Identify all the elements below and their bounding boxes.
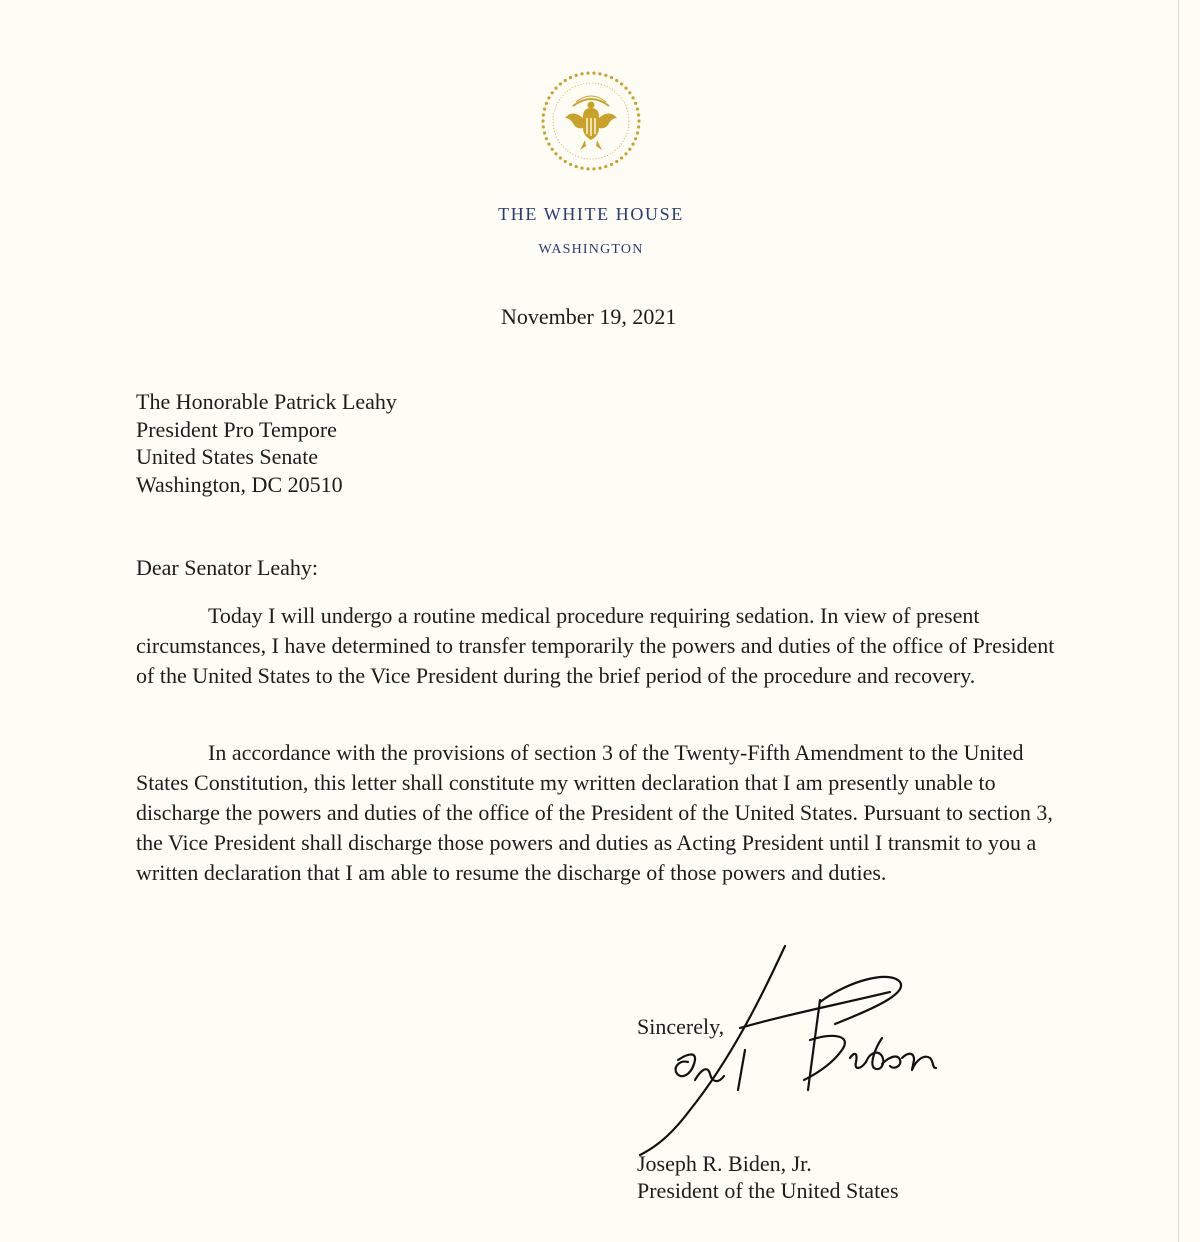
seal-star — [592, 71, 595, 74]
seal-star — [547, 96, 550, 99]
body-paragraph: Today I will undergo a routine medical procedure requiring sedation. In view of present circumstances, I have determined to transfer temporarily the powers and duties of the office of President of the United States to the Vice President during the brief period of the procedure and recovery. — [136, 603, 1055, 688]
letter-date: November 19, 2021 — [501, 304, 677, 329]
seal-star — [559, 156, 562, 159]
seal-star — [543, 131, 546, 134]
seal-star — [604, 74, 607, 77]
seal-star — [551, 91, 554, 94]
seal-star — [637, 125, 640, 128]
seal-star — [554, 87, 557, 90]
page-edge-divider — [1178, 0, 1179, 1242]
seal-star — [610, 76, 613, 79]
seal-star — [631, 143, 634, 146]
seal-star — [545, 102, 548, 105]
seal-star — [610, 163, 613, 166]
seal-star — [543, 107, 546, 110]
body-paragraph: In accordance with the provisions of section 3 of the Twenty-Fifth Amendment to the United States Constitution, this letter shall constitute my written declaration that I am presently unable to discharge the powers and duties of the office of the President of the United States. Pursuant to section 3, the Vice President shall discharge those powers and duties as Acting President until I transmit to you a written declaration that I am able to resume the discharge of those powers and duties. — [136, 740, 1053, 885]
address-line: United States Senate — [136, 444, 319, 469]
address-line: The Honorable Patrick Leahy — [136, 389, 397, 414]
seal-star — [586, 71, 589, 74]
letterhead-title: THE WHITE HOUSE — [498, 204, 684, 224]
seal-star — [592, 167, 595, 170]
signer-block — [637, 1150, 899, 1204]
seal-star — [547, 143, 550, 146]
seal-star — [634, 137, 637, 140]
seal-star — [624, 152, 627, 155]
closing: Sincerely, — [637, 1014, 725, 1039]
seal-star — [628, 148, 631, 151]
address-line: Washington, DC 20510 — [136, 471, 343, 497]
signer-title: President of the United States — [637, 1178, 899, 1203]
seal-star — [545, 137, 548, 140]
seal-star — [634, 102, 637, 105]
seal-star — [542, 113, 545, 116]
seal-star — [620, 156, 623, 159]
letterhead-subtitle: WASHINGTON — [538, 242, 644, 257]
seal-star — [541, 119, 544, 122]
seal-star — [620, 82, 623, 85]
salutation: Dear Senator Leahy: — [136, 555, 319, 580]
seal-star — [631, 96, 634, 99]
address-line: President Pro Tempore — [136, 416, 337, 442]
seal-star — [586, 167, 589, 170]
seal-star — [569, 163, 572, 166]
signature-icon — [620, 940, 980, 1160]
seal-star — [575, 165, 578, 168]
seal-star — [615, 79, 618, 82]
seal-star — [580, 167, 583, 170]
seal-star — [636, 107, 639, 110]
seal-star — [637, 113, 640, 116]
seal-star — [564, 79, 567, 82]
seal-star — [604, 165, 607, 168]
seal-star — [580, 72, 583, 75]
signer-name: Joseph R. Biden, Jr. — [637, 1151, 812, 1176]
seal-star — [624, 87, 627, 90]
seal-star — [598, 72, 601, 75]
seal-star — [564, 160, 567, 163]
seal-star — [615, 160, 618, 163]
seal-star — [551, 148, 554, 151]
seal-star — [598, 167, 601, 170]
seal-star — [542, 125, 545, 128]
seal-star — [636, 131, 639, 134]
seal-star — [559, 82, 562, 85]
seal-star — [628, 91, 631, 94]
seal-star — [569, 76, 572, 79]
seal-star — [575, 74, 578, 77]
recipient-address — [136, 388, 397, 498]
seal-star — [554, 152, 557, 155]
seal-star — [637, 119, 640, 122]
presidential-seal-icon — [538, 68, 644, 174]
